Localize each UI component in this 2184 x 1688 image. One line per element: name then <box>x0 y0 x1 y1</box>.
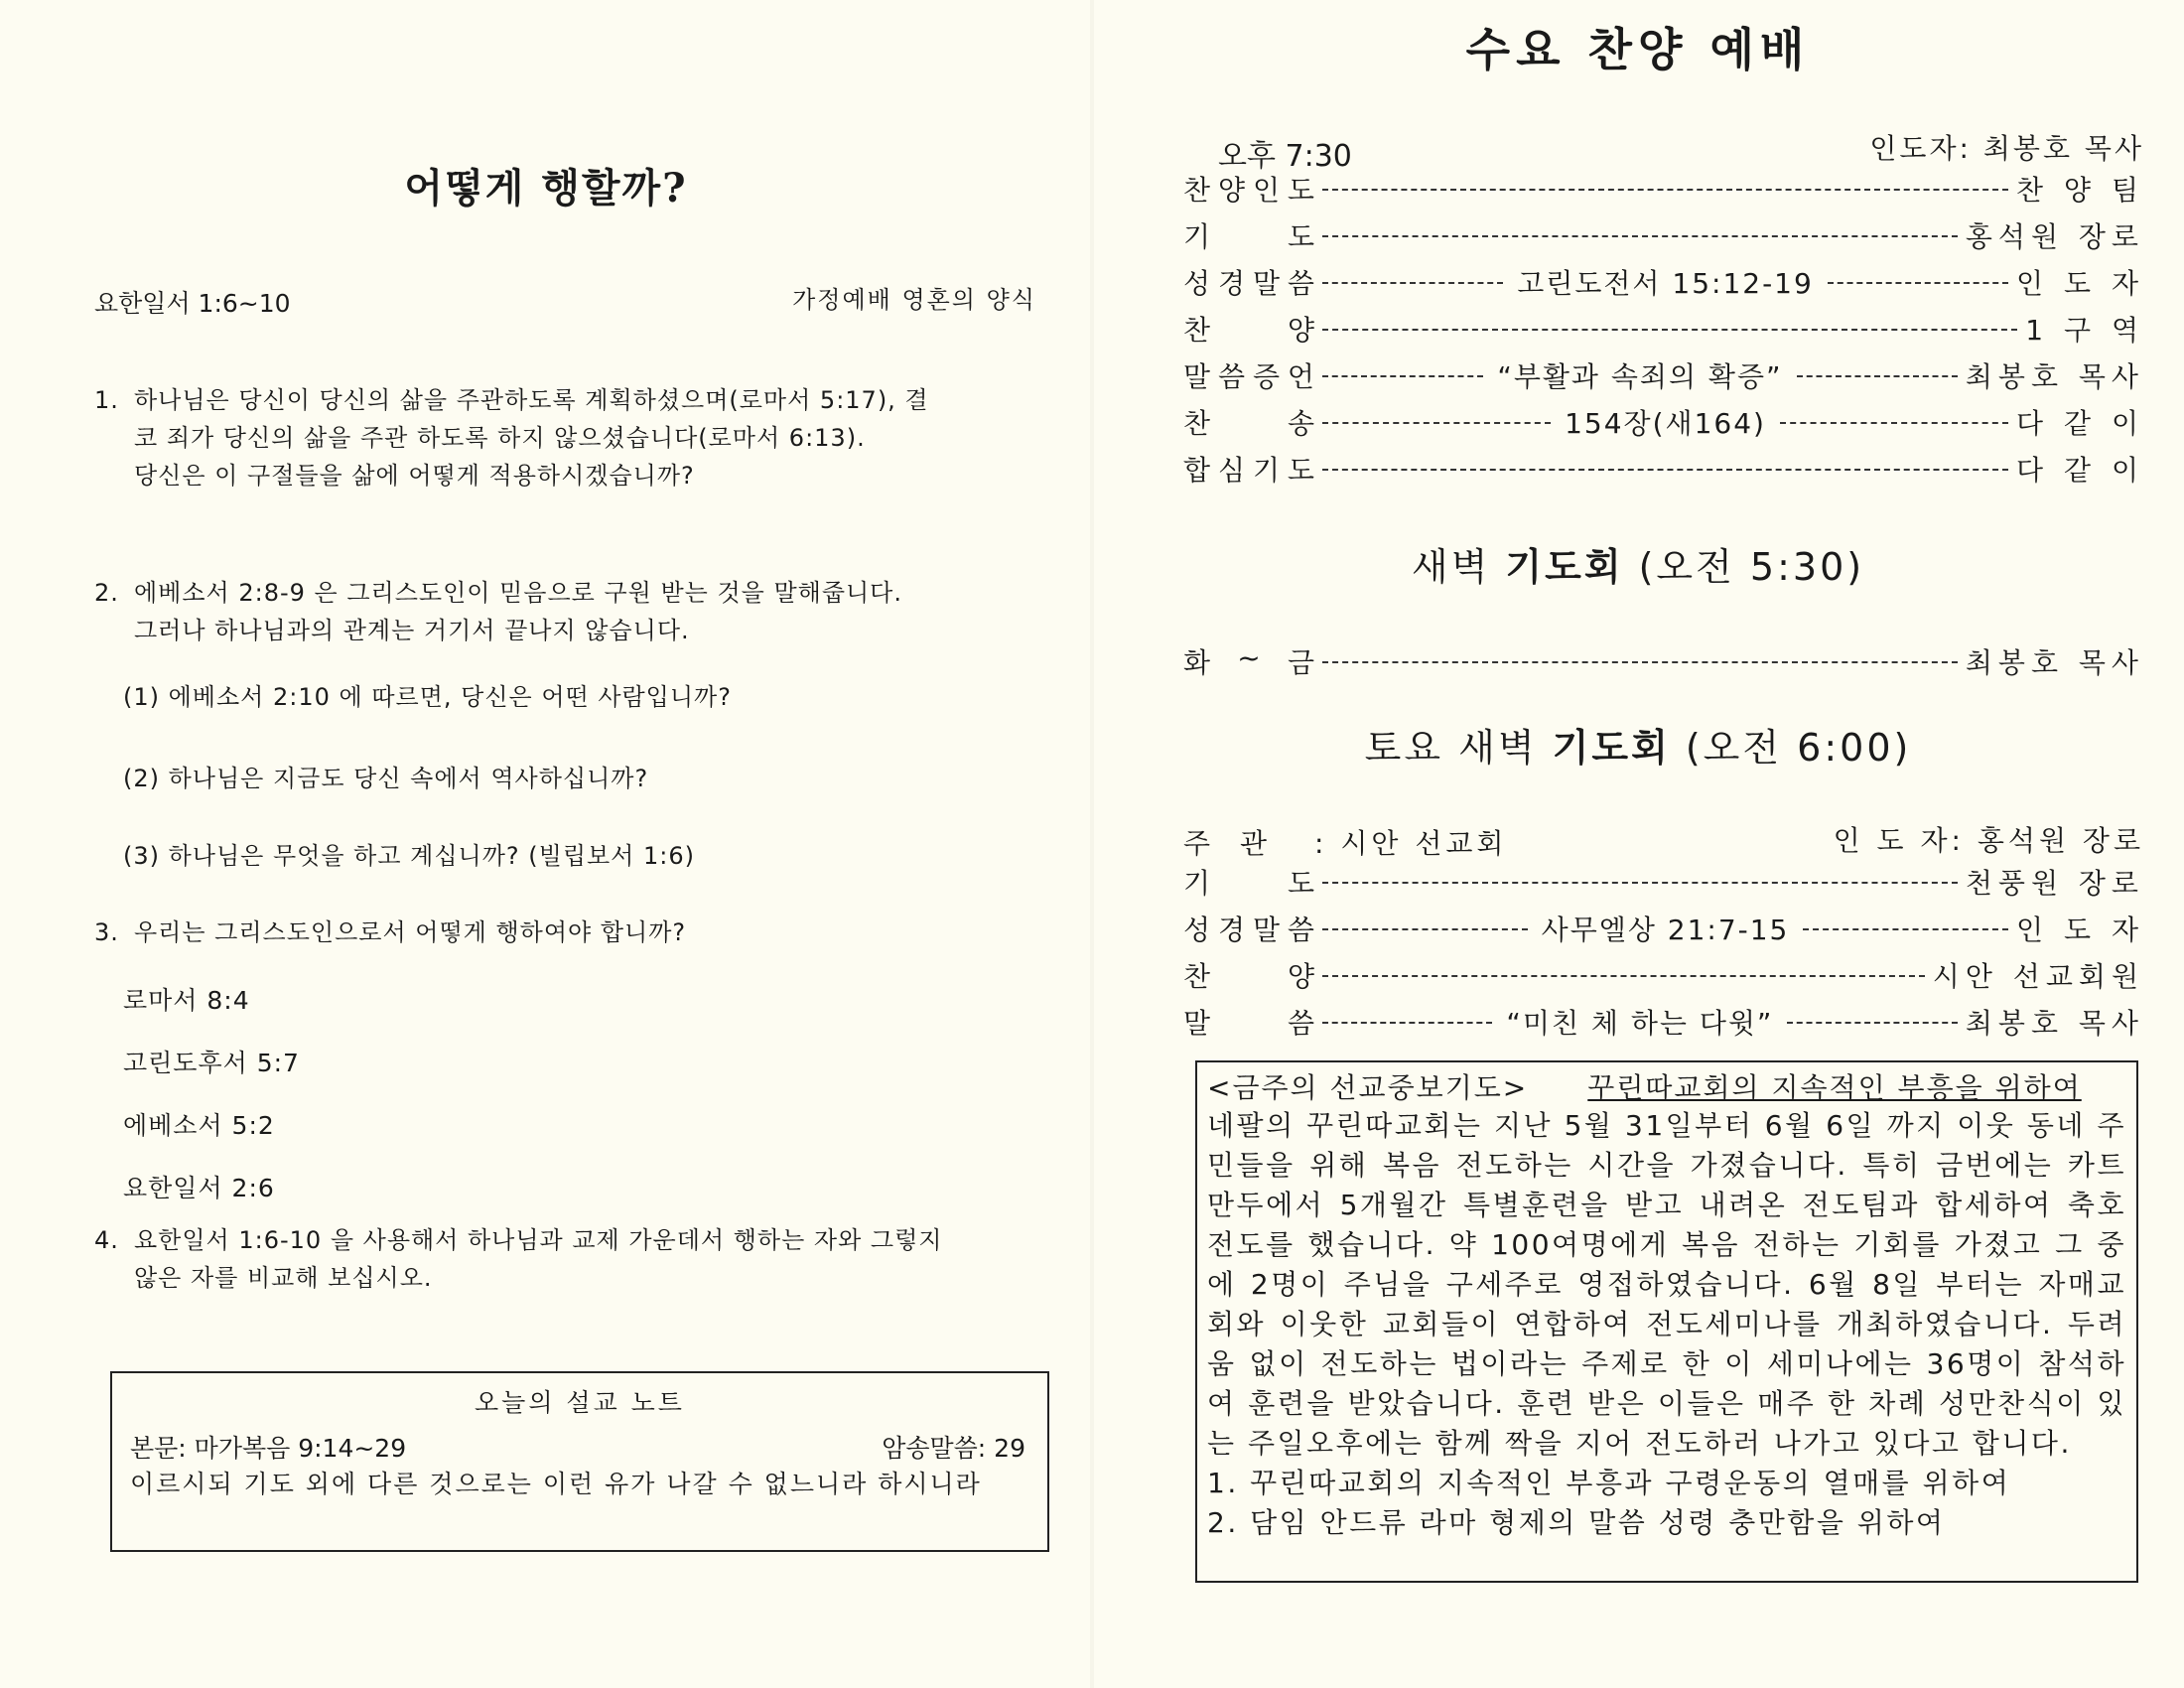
program-row-person: 인 도 자 <box>2016 914 2144 946</box>
saturday-host <box>1183 822 1507 862</box>
page-title: 어떻게 행할까? <box>404 165 688 211</box>
sub-question: (3) 하나님은 무엇을 하고 계십니까? (빌립보서 1:6) <box>123 842 695 870</box>
program-row <box>1183 215 2144 255</box>
saturday-leader: 인 도 자: 홍석원 장로 <box>1833 824 2144 857</box>
program-row-detail: 사무엘상 21:7-15 <box>1541 914 1790 946</box>
question-2-line: 에베소서 2:8-9 은 그리스도인이 믿음으로 구원 받는 것을 말해줍니다. <box>134 579 902 607</box>
program-row-detail: 고린도전서 15:12-19 <box>1517 267 1814 300</box>
program-row-label: 찬 양 <box>1183 960 1314 993</box>
program-row <box>1183 862 2144 902</box>
program-row-detail: “미친 체 하는 다윗” <box>1506 1007 1774 1040</box>
question-2: 2. 에베소서 2:8-9 은 그리스도인이 믿음으로 구원 받는 것을 말해줍니다. 그러나 하나님과의 관계는 거기서 끝나지 않습니다. <box>94 574 902 649</box>
program-row-detail: 154장(새164) <box>1565 407 1766 440</box>
program-row-person: 천풍원 장로 <box>1965 867 2144 900</box>
program-row <box>1183 955 2144 995</box>
verse-item: 에베소서 5:2 <box>123 1111 275 1140</box>
mission-header <box>1207 1066 2126 1106</box>
dash-leader <box>1322 402 2008 442</box>
program-row-person: 찬 양 팀 <box>2016 174 2144 207</box>
program-row-label: 찬 양 <box>1183 314 1314 347</box>
program-row <box>1183 641 2144 681</box>
program-row <box>1183 1002 2144 1042</box>
prayer-item: 1. 꾸린따교회의 지속적인 부흥과 구령운동의 열매를 위하여 <box>1207 1467 2011 1499</box>
question-1-line: 하나님은 당신이 당신의 삶을 주관하도록 계획하셨으며(로마서 5:17), 결 <box>134 386 929 414</box>
dash-leader <box>1322 327 2017 331</box>
verse-item: 요한일서 2:6 <box>123 1174 275 1202</box>
dash-leader <box>1322 355 1958 395</box>
host-name: : 시안 선교회 <box>1314 827 1508 860</box>
verse-item: 로마서 8:4 <box>123 986 250 1015</box>
prayer-item: 2. 담임 안드류 라마 형제의 말씀 성령 충만함을 위하여 <box>1207 1506 1946 1539</box>
program-row <box>1183 402 2144 442</box>
question-4-line: 않은 자를 비교해 보십시오. <box>134 1264 433 1292</box>
mission-label: <금주의 선교중보기도> <box>1207 1071 1529 1104</box>
program-row <box>1183 355 2144 395</box>
dash-leader <box>1322 909 2008 948</box>
question-2-line: 그러나 하나님과의 관계는 거기서 끝나지 않습니다. <box>134 617 690 644</box>
question-3: 3. 우리는 그리스도인으로서 어떻게 행하여야 합니까? <box>94 918 687 946</box>
program-row-person: 최봉호 목사 <box>1965 360 2144 393</box>
sermon-text-reference: 본문: 마가복음 9:14~29 <box>130 1434 407 1463</box>
program-row <box>1183 449 2144 489</box>
dash-leader <box>1322 880 1958 884</box>
right-page <box>1092 0 2184 1688</box>
program-row-person: 최봉호 목사 <box>1965 646 2144 679</box>
service-title: 수요 찬양 예배 <box>1465 23 1811 76</box>
program-row-person: 홍석원 장로 <box>1965 220 2144 253</box>
dash-leader <box>1322 262 2008 302</box>
sub-question: (1) 에베소서 2:10 에 따르면, 당신은 어떤 사람입니까? <box>123 683 732 711</box>
program-row-label: 기 도 <box>1183 867 1314 900</box>
dash-leader <box>1322 973 1925 977</box>
sermon-notes-title: 오늘의 설교 노트 <box>475 1388 685 1417</box>
verse-item: 고린도후서 5:7 <box>123 1049 300 1077</box>
program-row-label: 합 심 기 도 <box>1183 454 1314 487</box>
question-1: 1. 하나님은 당신이 당신의 삶을 주관하도록 계획하셨으며(로마서 5:17), 결 코 죄가 당신의 삶을 주관 하도록 하지 않으셨습니다(로마서 6:13). 당신은 이 구절들을 삶에 어떻게 적용하시겠습니까? <box>94 381 929 494</box>
mission-body: 네팔의 꾸린따교회는 지난 5월 31일부터 6월 6일 까지 이웃 동네 주민들을 위해 복음 전도하는 시간을 가졌습니다. 특히 금번에는 카트만두에서 5개월간 특별훈련을 받고 내려온 전도팀과 합세하여 축호전도를 했습니다. 약 100여명에게 복음 전하는 기회를 가졌고 그 중에 2명이 주님을 구세주로 영접하였습니다. 6월 8일 부터는 자매교회와 이웃한 교회들이 연합하여 전도세미나를 개최하였습니다. 두려움 없이 전도하는 법이라는 주제로 한 이 세미나에는 36명이 참석하여 훈련을 받았습니다. 훈련 받은 이들은 매주 한 차례 성만찬식이 있는 주일오후에는 함께 짝을 지어 전도하러 나가고 있다고 합니다. <box>1207 1109 2126 1460</box>
program-row-label: 말 씀 <box>1183 1007 1314 1040</box>
program-row-label: 화 ~ 금 <box>1183 641 1314 679</box>
dash-leader <box>1322 467 2008 471</box>
program-row <box>1183 169 2144 209</box>
saturday-prayer-heading: 토요 새벽 기도회 (오전 6:00) <box>1364 726 1912 770</box>
program-row-person: 다 같 이 <box>2016 454 2144 487</box>
sermon-verse-text: 이르시되 기도 외에 다른 것으로는 이런 유가 나갈 수 없느니라 하시니라 <box>130 1470 982 1498</box>
question-1-line: 당신은 이 구절들을 삶에 어떻게 적용하시겠습니까? <box>134 462 695 490</box>
dawn-prayer-heading: 새벽 기도회 (오전 5:30) <box>1411 545 1865 589</box>
sermon-notes-box <box>110 1371 1049 1552</box>
program-row <box>1183 262 2144 302</box>
program-row-label: 찬 양 인 도 <box>1183 174 1314 207</box>
scripture-reference: 요한일서 1:6~10 <box>94 289 291 318</box>
sub-question: (2) 하나님은 지금도 당신 속에서 역사하십니까? <box>123 765 649 792</box>
program-row-label: 기 도 <box>1183 220 1314 253</box>
program-row-label: 말 씀 증 언 <box>1183 360 1314 393</box>
dash-leader <box>1322 659 1958 663</box>
question-4: 4. 요한일서 1:6-10 을 사용해서 하나님과 교제 가운데서 행하는 자와 그렇지 않은 자를 비교해 보십시오. <box>94 1221 942 1297</box>
dash-leader <box>1322 187 2008 191</box>
service-time: 오후 7:30 <box>1218 139 1352 174</box>
dash-leader <box>1322 233 1958 237</box>
memory-verse: 암송말씀: 29 <box>882 1434 1025 1463</box>
host-label: 주관 <box>1183 827 1297 860</box>
program-row-person: 최봉호 목사 <box>1965 1007 2144 1040</box>
program-row-person: 1 구 역 <box>2025 314 2144 347</box>
service-leader: 인도자: 최봉호 목사 <box>1869 132 2144 165</box>
program-row-person: 시안 선교회원 <box>1932 960 2144 993</box>
program-row <box>1183 309 2144 349</box>
program-row-person: 다 같 이 <box>2016 407 2144 440</box>
question-4-line: 요한일서 1:6-10 을 사용해서 하나님과 교제 가운데서 행하는 자와 그렇지 <box>134 1226 943 1254</box>
dash-leader <box>1322 1002 1958 1042</box>
program-row-label: 성 경 말 씀 <box>1183 914 1314 946</box>
question-3-line: 우리는 그리스도인으로서 어떻게 행하여야 합니까? <box>134 918 687 946</box>
mission-prayer-box <box>1195 1060 2138 1583</box>
program-row-label: 성 경 말 씀 <box>1183 267 1314 300</box>
program-row-label: 찬 송 <box>1183 407 1314 440</box>
program-row-person: 인 도 자 <box>2016 267 2144 300</box>
question-1-line: 코 죄가 당신의 삶을 주관 하도록 하지 않으셨습니다(로마서 6:13). <box>134 424 866 452</box>
mission-title: 꾸린따교회의 지속적인 부흥을 위하여 <box>1587 1071 2082 1104</box>
program-row <box>1183 909 2144 948</box>
devotional-label: 가정예배 영혼의 양식 <box>792 286 1036 314</box>
program-row-detail: “부활과 속죄의 확증” <box>1497 360 1783 393</box>
